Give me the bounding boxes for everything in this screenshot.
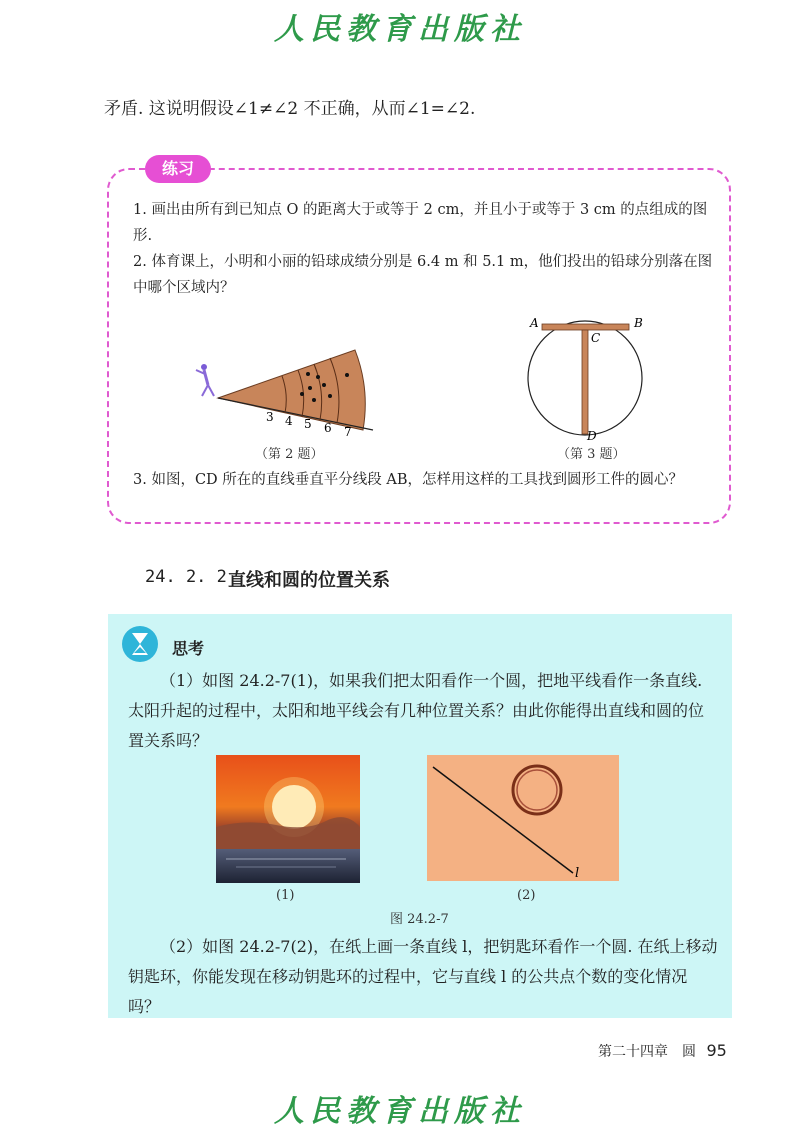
think-label: 思考: [172, 639, 205, 658]
tick-5: 5: [304, 417, 312, 431]
section-title: 直线和圆的位置关系: [228, 570, 390, 591]
top-text-line: 矛盾. 这说明假设∠1≠∠2 不正确，从而∠1=∠2.: [104, 99, 476, 119]
page-number: 95: [706, 1041, 727, 1060]
section-number: 24. 2. 2: [145, 567, 227, 587]
fig3-caption: （第 3 题）: [557, 447, 626, 462]
key-ring-figure: [427, 755, 619, 881]
label-b: B: [634, 316, 643, 330]
sunset-photo: [216, 755, 360, 883]
tick-3: 3: [266, 410, 274, 424]
label-a: A: [530, 316, 539, 330]
tick-7: 7: [344, 425, 352, 439]
label-d: D: [587, 429, 597, 442]
page-footer: [598, 1041, 727, 1061]
publisher-footer: 人民教育出版社: [274, 1094, 526, 1129]
exercise-1: 1. 画出由所有到已知点 O 的距离大于或等于 2 cm，并且小于或等于 3 cm 的点组成的图形.: [133, 202, 708, 244]
fig-caption-2: (2): [517, 888, 536, 903]
think-paragraph-2: （2）如图 24.2-7(2)，在纸上画一条直线 l，把钥匙环看作一个圆. 在纸上移动钥匙环，你能发现在移动钥匙环的过程中，它与直线 l 的公共点个数的变化情况吗？: [128, 937, 718, 1016]
shot-put-sector-figure: [190, 330, 390, 445]
tick-6: 6: [324, 421, 332, 435]
paper-background: [427, 755, 619, 881]
t-tool-stem: [582, 330, 588, 434]
hourglass-icon: [120, 624, 164, 664]
tick-4: 4: [285, 414, 293, 428]
publisher-header: 人民教育出版社: [274, 12, 526, 47]
label-c: C: [591, 331, 601, 345]
line-l-label: l: [575, 866, 580, 881]
exercise-2: 2. 体育课上，小明和小丽的铅球成绩分别是 6.4 m 和 5.1 m，他们投出的铅球分别落在图中哪个区域内？: [133, 254, 713, 296]
practice-tag: 练习: [145, 155, 211, 183]
chapter-label: 第二十四章 圆: [598, 1044, 696, 1060]
t-tool-bar: [542, 324, 629, 330]
figure-caption: 图 24.2-7: [390, 912, 449, 927]
fig2-caption: （第 2 题）: [255, 447, 324, 462]
think-paragraph-1: （1）如图 24.2-7(1)，如果我们把太阳看作一个圆，把地平线看作一条直线. 太阳升起的过程中，太阳和地平线会有几种位置关系？由此你能得出直线和圆的位置关系吗？: [128, 671, 705, 750]
fig-caption-1: (1): [276, 888, 295, 903]
athlete-figure: [196, 364, 214, 396]
exercise-3: 3. 如图，CD 所在的直线垂直平分线段 AB，怎样用这样的工具找到圆形工件的圆心？: [133, 472, 684, 488]
t-square-circle-figure: [522, 312, 652, 442]
